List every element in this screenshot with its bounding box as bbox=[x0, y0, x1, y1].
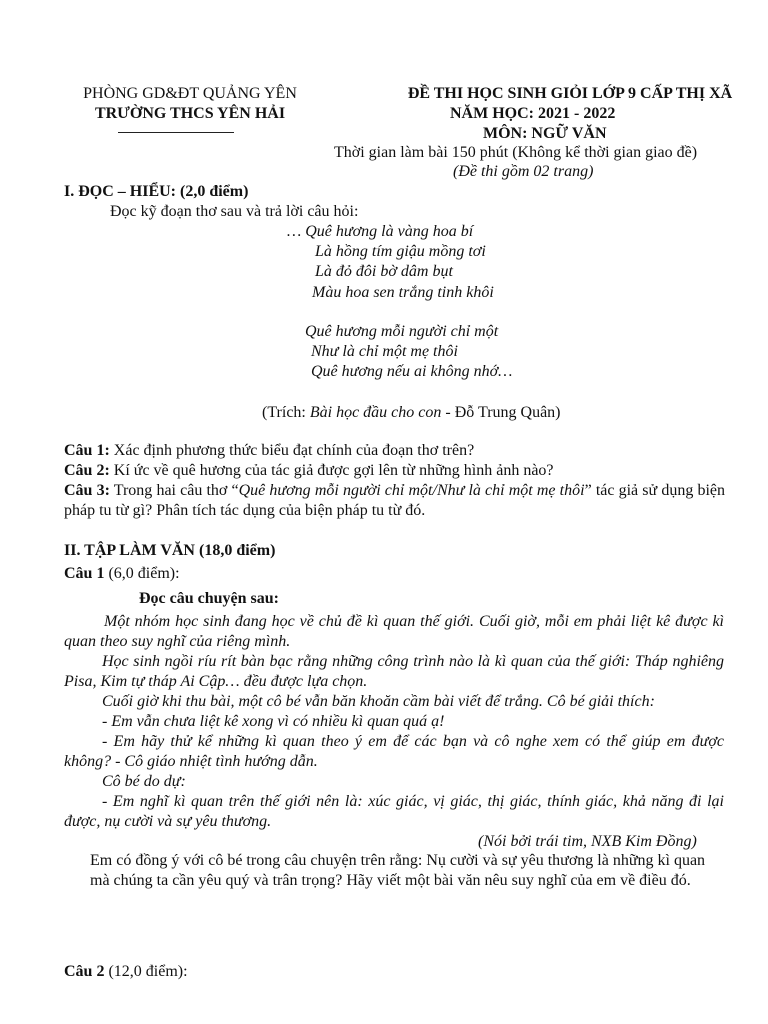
question-2 bbox=[64, 461, 554, 481]
section1-title: I. ĐỌC – HIỂU: (2,0 điểm) bbox=[64, 183, 249, 200]
question-1-label: Câu 1: bbox=[64, 442, 110, 459]
subject: MÔN: NGỮ VĂN bbox=[483, 125, 607, 142]
question-1 bbox=[64, 441, 474, 461]
section2-title: II. TẬP LÀM VĂN (18,0 điểm) bbox=[64, 542, 276, 559]
story-paragraph: - Em vẫn chưa liệt kê xong vì có nhiều kì quan quá ạ! bbox=[102, 713, 445, 730]
header-underline bbox=[118, 132, 234, 133]
question-3-label: Câu 3: bbox=[64, 482, 110, 499]
school-office: PHÒNG GD&ĐT QUẢNG YÊN bbox=[83, 85, 297, 102]
story-title: Đọc câu chuyện sau: bbox=[139, 590, 280, 607]
poem-line: Là hồng tím giậu mồng tơi bbox=[315, 243, 486, 260]
essay-question-1 bbox=[64, 564, 180, 584]
section1-intro: Đọc kỹ đoạn thơ sau và trả lời câu hỏi: bbox=[110, 203, 359, 220]
story-source: (Nói bởi trái tim, NXB Kim Đồng) bbox=[478, 833, 697, 850]
poem-line: Quê hương nếu ai không nhớ… bbox=[311, 363, 513, 380]
poem-source bbox=[262, 403, 561, 423]
essay-question-2 bbox=[64, 962, 188, 982]
essay-question-1-points: (6,0 điểm): bbox=[104, 565, 180, 582]
poem-line: … Quê hương là vàng hoa bí bbox=[287, 223, 474, 240]
essay-prompt: Em có đồng ý với cô bé trong câu chuyện trên rằng: Nụ cười và sự yêu thương là những kì quan mà chúng ta cần yêu quý và trân trọng? Hãy viết một bài văn nêu suy nghĩ của em về điều đó. bbox=[90, 852, 706, 889]
essay-question-1-label: Câu 1 bbox=[64, 565, 105, 582]
exam-title: ĐỀ THI HỌC SINH GIỎI LỚP 9 CẤP THỊ XÃ bbox=[407, 85, 733, 102]
school-year: NĂM HỌC: 2021 - 2022 bbox=[450, 105, 616, 122]
poem-line: Như là chỉ một mẹ thôi bbox=[311, 343, 458, 360]
question-2-label: Câu 2: bbox=[64, 462, 110, 479]
poem-source-title: Bài học đầu cho con bbox=[309, 404, 442, 421]
question-3-text-b: ” tác giả sử dụng biện pháp tu từ gì? Phân tích tác dụng của biện pháp tu từ đó. bbox=[64, 482, 726, 519]
poem-line: Màu hoa sen trắng tinh khôi bbox=[312, 284, 494, 301]
school-name: TRƯỜNG THCS YÊN HẢI bbox=[94, 105, 286, 122]
exam-pages: (Đề thi gồm 02 trang) bbox=[453, 163, 594, 180]
poem-source-suffix: - Đỗ Trung Quân) bbox=[441, 404, 561, 421]
story-paragraph: Cô bé do dự: bbox=[102, 773, 186, 790]
poem-line: Quê hương mỗi người chỉ một bbox=[305, 323, 499, 340]
story-paragraph: Học sinh ngồi ríu rít bàn bạc rằng những công trình nào là kì quan của thế giới: Tháp nghiêng Pisa, Kim tự tháp Ai Cập… đều được lựa chọn. bbox=[64, 653, 724, 690]
exam-time: Thời gian làm bài 150 phút (Không kể thời gian giao đề) bbox=[334, 144, 698, 161]
question-3-text-a: Trong hai câu thơ “ bbox=[109, 482, 239, 499]
story-paragraph: Một nhóm học sinh đang học về chủ đề kì quan thế giới. Cuối giờ, mỗi em phải liệt kê được kì quan theo suy nghĩ của riêng mình. bbox=[64, 613, 724, 650]
question-1-text: Xác định phương thức biểu đạt chính của đoạn thơ trên? bbox=[109, 442, 475, 459]
question-3 bbox=[64, 481, 725, 521]
essay-question-2-label: Câu 2 bbox=[64, 963, 105, 980]
story-paragraph: Cuối giờ khi thu bài, một cô bé vẫn băn khoăn cầm bài viết để trắng. Cô bé giải thích: bbox=[102, 693, 655, 710]
poem-source-prefix: (Trích: bbox=[262, 404, 310, 421]
poem-line: Là đỏ đôi bờ dâm bụt bbox=[315, 263, 453, 280]
story-paragraph: - Em nghĩ kì quan trên thế giới nên là: xúc giác, vị giác, thị giác, thính giác, khả năng đi lại được, nụ cười và sự yêu thương. bbox=[64, 793, 724, 830]
story-paragraph: - Em hãy thử kể những kì quan theo ý em để các bạn và cô nghe xem có thể giúp em được không? - Cô giáo nhiệt tình hướng dẫn. bbox=[64, 733, 724, 770]
essay-question-2-points: (12,0 điểm): bbox=[104, 963, 188, 980]
question-2-text: Kí ức về quê hương của tác giả được gợi lên từ những hình ảnh nào? bbox=[109, 462, 554, 479]
question-3-quote: Quê hương mỗi người chỉ một/Như là chỉ một mẹ thôi bbox=[238, 482, 585, 499]
